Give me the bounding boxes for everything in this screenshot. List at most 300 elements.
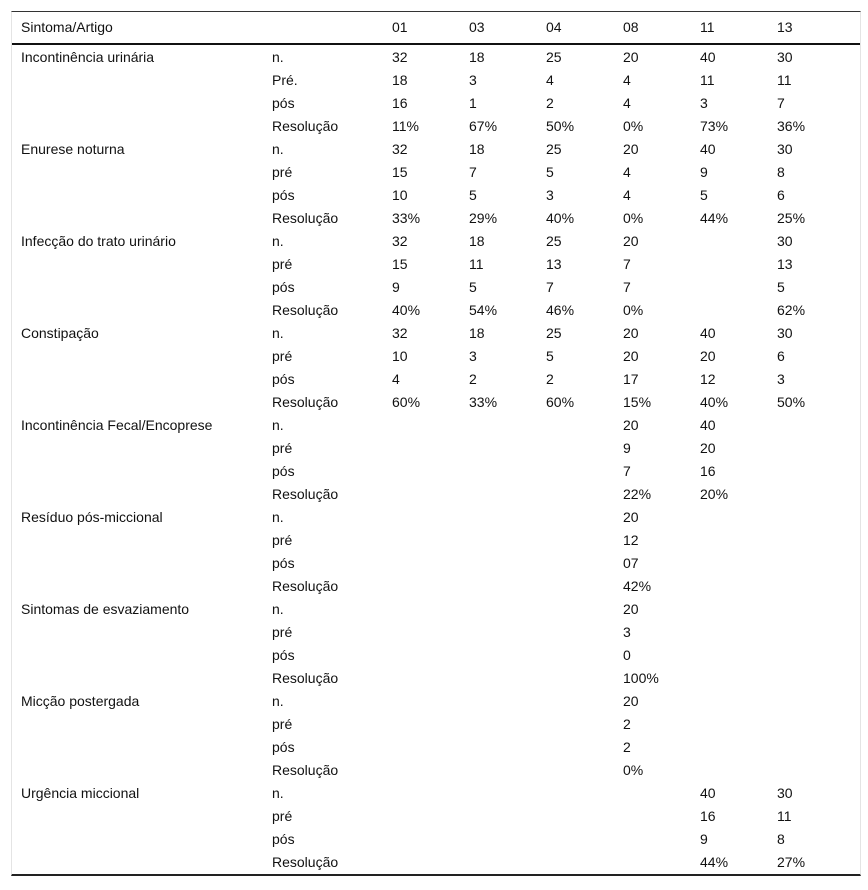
table-row: [12, 161, 860, 184]
table-row: [12, 460, 860, 483]
value-cell: [469, 437, 546, 460]
value-cell: [700, 506, 777, 529]
measure-label: Resolução: [272, 394, 339, 410]
value-cell: 40%: [700, 394, 729, 410]
symptom-label: Enurese noturna: [21, 141, 125, 157]
measure-label: pré: [272, 808, 293, 824]
value-cell: 0%: [623, 118, 644, 134]
value-cell: [700, 736, 777, 759]
value-cell: 25: [546, 49, 562, 65]
value-cell: 0: [623, 647, 631, 663]
table-row: [12, 759, 860, 782]
table-row: [12, 44, 860, 69]
value-cell: 22%: [623, 486, 652, 502]
value-cell: 7: [623, 279, 631, 295]
table-row: [12, 828, 860, 851]
value-cell: 17: [623, 371, 639, 387]
value-cell: [392, 736, 469, 759]
value-cell: [392, 621, 469, 644]
value-cell: [392, 598, 469, 621]
empty-cell: [12, 92, 272, 115]
empty-cell: [12, 345, 272, 368]
value-cell: 29%: [469, 210, 498, 226]
empty-cell: [12, 253, 272, 276]
value-cell: 11%: [392, 118, 419, 134]
symptom-label: Incontinência urinária: [21, 49, 155, 65]
value-cell: [700, 276, 777, 299]
measure-label: n.: [272, 49, 284, 65]
value-cell: [623, 851, 700, 874]
empty-cell: [12, 552, 272, 575]
value-cell: [392, 782, 469, 805]
measure-label: Resolução: [272, 578, 339, 594]
empty-cell: [12, 483, 272, 506]
table-row: [12, 368, 860, 391]
value-cell: 30: [777, 141, 793, 157]
value-cell: 20: [623, 509, 639, 525]
table-row: [12, 506, 860, 529]
value-cell: 40: [700, 325, 716, 341]
measure-label: pós: [272, 647, 295, 663]
value-cell: 9: [623, 440, 631, 456]
value-cell: 67%: [469, 118, 498, 134]
value-cell: 20%: [700, 486, 729, 502]
value-cell: 50%: [546, 118, 575, 134]
empty-cell: [12, 299, 272, 322]
value-cell: 2: [623, 716, 631, 732]
table-row: [12, 667, 860, 690]
value-cell: 5: [469, 279, 477, 295]
value-cell: 13: [777, 256, 793, 272]
measure-label: pré: [272, 348, 293, 364]
table-row: [12, 69, 860, 92]
value-cell: [469, 460, 546, 483]
value-cell: [469, 805, 546, 828]
value-cell: 40: [700, 141, 716, 157]
value-cell: 100%: [623, 670, 659, 686]
value-cell: [469, 598, 546, 621]
table-row: [12, 621, 860, 644]
value-cell: 9: [700, 831, 708, 847]
value-cell: [700, 230, 777, 253]
value-cell: 18: [392, 72, 408, 88]
value-cell: [546, 621, 623, 644]
value-cell: 7: [777, 95, 785, 111]
value-cell: 20: [623, 325, 639, 341]
empty-cell: [12, 184, 272, 207]
measure-label: n.: [272, 233, 284, 249]
value-cell: [777, 713, 860, 736]
value-cell: 12: [623, 532, 639, 548]
measure-label: Resolução: [272, 210, 339, 226]
value-cell: 18: [469, 233, 485, 249]
value-cell: 40: [700, 785, 716, 801]
value-cell: 1: [469, 95, 477, 111]
measure-label: n.: [272, 509, 284, 525]
value-cell: 20: [700, 348, 716, 364]
empty-cell: [12, 644, 272, 667]
value-cell: 40%: [392, 302, 421, 318]
value-cell: [392, 828, 469, 851]
value-cell: [469, 759, 546, 782]
value-cell: 33%: [392, 210, 421, 226]
value-cell: [469, 506, 546, 529]
value-cell: 8: [777, 164, 785, 180]
value-cell: [700, 713, 777, 736]
value-cell: 7: [623, 256, 631, 272]
value-cell: [546, 713, 623, 736]
value-cell: 20: [623, 141, 639, 157]
value-cell: [546, 690, 623, 713]
value-cell: [392, 460, 469, 483]
value-cell: [546, 506, 623, 529]
value-cell: 32: [392, 141, 408, 157]
value-cell: 0%: [623, 302, 644, 318]
value-cell: [777, 460, 860, 483]
value-cell: [546, 529, 623, 552]
measure-label: pré: [272, 716, 293, 732]
value-cell: [777, 667, 860, 690]
value-cell: 32: [392, 49, 408, 65]
value-cell: [392, 759, 469, 782]
value-cell: [546, 667, 623, 690]
value-cell: [469, 529, 546, 552]
table-body: [12, 44, 860, 874]
header-article-01: 01: [392, 12, 469, 44]
header-article-04: 04: [546, 12, 623, 44]
value-cell: [469, 483, 546, 506]
value-cell: 5: [469, 187, 477, 203]
value-cell: 27%: [777, 854, 806, 870]
table-row: [12, 92, 860, 115]
value-cell: 20: [623, 348, 639, 364]
measure-label: Resolução: [272, 670, 339, 686]
measure-label: Resolução: [272, 118, 339, 134]
value-cell: 44%: [700, 210, 729, 226]
value-cell: [392, 414, 469, 437]
empty-cell: [12, 828, 272, 851]
empty-cell: [12, 759, 272, 782]
measure-label: pré: [272, 164, 293, 180]
value-cell: [777, 506, 860, 529]
results-table: [12, 12, 860, 874]
symptom-label: Urgência miccional: [21, 785, 140, 801]
header-article-13: 13: [777, 12, 860, 44]
value-cell: [469, 667, 546, 690]
value-cell: [392, 667, 469, 690]
measure-label: n.: [272, 325, 284, 341]
value-cell: [469, 828, 546, 851]
value-cell: 3: [777, 371, 785, 387]
value-cell: 7: [546, 279, 554, 295]
value-cell: [469, 713, 546, 736]
measure-label: pré: [272, 624, 293, 640]
value-cell: 32: [392, 233, 408, 249]
value-cell: 36%: [777, 118, 806, 134]
value-cell: [700, 529, 777, 552]
empty-cell: [12, 368, 272, 391]
value-cell: 3: [700, 95, 708, 111]
table-row: [12, 230, 860, 253]
value-cell: 12: [700, 371, 716, 387]
table-row: [12, 322, 860, 345]
value-cell: [392, 644, 469, 667]
table-row: [12, 644, 860, 667]
value-cell: 5: [700, 187, 708, 203]
measure-label: pós: [272, 371, 295, 387]
value-cell: [777, 575, 860, 598]
value-cell: 3: [546, 187, 554, 203]
header-symptom-article: Sintoma/Artigo: [12, 12, 272, 44]
measure-label: n.: [272, 141, 284, 157]
value-cell: [546, 644, 623, 667]
value-cell: [777, 483, 860, 506]
table-row: [12, 437, 860, 460]
value-cell: [546, 575, 623, 598]
value-cell: 18: [469, 325, 485, 341]
value-cell: [546, 828, 623, 851]
measure-label: pós: [272, 555, 295, 571]
empty-cell: [12, 575, 272, 598]
value-cell: 9: [392, 279, 400, 295]
value-cell: 11: [469, 256, 484, 272]
empty-cell: [12, 460, 272, 483]
value-cell: [700, 575, 777, 598]
empty-cell: [12, 736, 272, 759]
value-cell: [546, 736, 623, 759]
value-cell: 4: [623, 164, 631, 180]
value-cell: [546, 805, 623, 828]
value-cell: 25: [546, 325, 562, 341]
value-cell: 25: [546, 141, 562, 157]
value-cell: [700, 253, 777, 276]
value-cell: [392, 437, 469, 460]
value-cell: 5: [546, 164, 554, 180]
measure-label: Resolução: [272, 854, 339, 870]
measure-label: pós: [272, 739, 295, 755]
value-cell: 5: [546, 348, 554, 364]
value-cell: 54%: [469, 302, 498, 318]
value-cell: 6: [777, 348, 785, 364]
value-cell: [469, 575, 546, 598]
value-cell: [392, 713, 469, 736]
measure-label: pré: [272, 532, 293, 548]
value-cell: [469, 414, 546, 437]
value-cell: [700, 644, 777, 667]
empty-cell: [12, 276, 272, 299]
value-cell: 7: [469, 164, 477, 180]
value-cell: 18: [469, 49, 485, 65]
header-article-11: 11: [700, 12, 777, 44]
value-cell: [777, 414, 860, 437]
value-cell: 2: [546, 95, 554, 111]
value-cell: 20: [623, 601, 639, 617]
results-table-container: [11, 11, 861, 876]
value-cell: [469, 736, 546, 759]
value-cell: 18: [469, 141, 485, 157]
value-cell: [546, 782, 623, 805]
header-article-03: 03: [469, 12, 546, 44]
measure-label: Pré.: [272, 72, 298, 88]
value-cell: 2: [546, 371, 554, 387]
table-row: [12, 276, 860, 299]
symptom-label: Resíduo pós-miccional: [21, 509, 163, 525]
value-cell: 5: [777, 279, 785, 295]
symptom-label: Micção postergada: [21, 693, 140, 709]
header-row: [12, 12, 860, 44]
measure-label: pré: [272, 440, 293, 456]
value-cell: 10: [392, 187, 408, 203]
table-row: [12, 782, 860, 805]
empty-cell: [12, 713, 272, 736]
measure-label: pós: [272, 831, 295, 847]
value-cell: 30: [777, 325, 793, 341]
empty-cell: [12, 115, 272, 138]
value-cell: 11: [777, 808, 792, 824]
value-cell: 4: [392, 371, 400, 387]
value-cell: [392, 805, 469, 828]
value-cell: 4: [623, 95, 631, 111]
value-cell: 50%: [777, 394, 806, 410]
measure-label: Resolução: [272, 486, 339, 502]
value-cell: [546, 552, 623, 575]
value-cell: [700, 552, 777, 575]
value-cell: 30: [777, 785, 793, 801]
table-row: [12, 736, 860, 759]
measure-label: n.: [272, 601, 284, 617]
empty-cell: [12, 161, 272, 184]
value-cell: [623, 805, 700, 828]
value-cell: [392, 575, 469, 598]
value-cell: 4: [623, 187, 631, 203]
empty-cell: [12, 207, 272, 230]
value-cell: [546, 460, 623, 483]
empty-cell: [12, 529, 272, 552]
value-cell: 20: [623, 417, 639, 433]
table-row: [12, 345, 860, 368]
table-row: [12, 690, 860, 713]
empty-cell: [12, 621, 272, 644]
value-cell: 33%: [469, 394, 498, 410]
table-row: [12, 414, 860, 437]
value-cell: [546, 759, 623, 782]
value-cell: 7: [623, 463, 631, 479]
value-cell: [392, 552, 469, 575]
measure-label: pós: [272, 463, 295, 479]
value-cell: 60%: [546, 394, 575, 410]
empty-cell: [12, 437, 272, 460]
table-row: [12, 138, 860, 161]
value-cell: [700, 299, 777, 322]
table-row: [12, 529, 860, 552]
table-row: [12, 713, 860, 736]
value-cell: [777, 552, 860, 575]
value-cell: [623, 828, 700, 851]
header-article-08: 08: [623, 12, 700, 44]
value-cell: 16: [700, 463, 716, 479]
table-row: [12, 483, 860, 506]
table-row: [12, 598, 860, 621]
empty-cell: [12, 391, 272, 414]
value-cell: 16: [700, 808, 716, 824]
value-cell: [392, 483, 469, 506]
value-cell: 20: [623, 693, 639, 709]
value-cell: [777, 529, 860, 552]
value-cell: 3: [623, 624, 631, 640]
value-cell: 11: [777, 72, 792, 88]
value-cell: [700, 621, 777, 644]
table-row: [12, 391, 860, 414]
value-cell: 0%: [623, 762, 644, 778]
value-cell: 4: [623, 72, 631, 88]
value-cell: 44%: [700, 854, 729, 870]
value-cell: 11: [700, 72, 715, 88]
value-cell: 15: [392, 164, 408, 180]
measure-label: n.: [272, 785, 284, 801]
value-cell: 40%: [546, 210, 575, 226]
value-cell: [700, 690, 777, 713]
value-cell: [777, 598, 860, 621]
value-cell: [777, 644, 860, 667]
value-cell: 73%: [700, 118, 729, 134]
value-cell: [392, 690, 469, 713]
value-cell: 25%: [777, 210, 806, 226]
table-row: [12, 805, 860, 828]
value-cell: [700, 598, 777, 621]
value-cell: 40: [700, 417, 716, 433]
measure-label: n.: [272, 417, 284, 433]
table-header: [12, 12, 860, 44]
value-cell: 4: [546, 72, 554, 88]
symptom-label: Constipação: [21, 325, 99, 341]
value-cell: [469, 851, 546, 874]
value-cell: [546, 483, 623, 506]
value-cell: 42%: [623, 578, 652, 594]
value-cell: 46%: [546, 302, 575, 318]
value-cell: [777, 621, 860, 644]
table-row: [12, 851, 860, 874]
measure-label: pós: [272, 279, 295, 295]
value-cell: 16: [392, 95, 408, 111]
table-row: [12, 115, 860, 138]
value-cell: 3: [469, 72, 477, 88]
table-row: [12, 253, 860, 276]
value-cell: [546, 414, 623, 437]
value-cell: 15%: [623, 394, 652, 410]
value-cell: [777, 437, 860, 460]
value-cell: 25: [546, 233, 562, 249]
value-cell: 10: [392, 348, 408, 364]
measure-label: pré: [272, 256, 293, 272]
measure-label: pós: [272, 187, 295, 203]
value-cell: 30: [777, 49, 793, 65]
value-cell: [777, 690, 860, 713]
value-cell: 2: [623, 739, 631, 755]
value-cell: [546, 851, 623, 874]
symptom-label: Sintomas de esvaziamento: [21, 601, 190, 617]
table-row: [12, 207, 860, 230]
empty-cell: [12, 851, 272, 874]
value-cell: [469, 690, 546, 713]
table-row: [12, 552, 860, 575]
symptom-label: Incontinência Fecal/Encoprese: [21, 417, 213, 433]
value-cell: 20: [623, 49, 639, 65]
value-cell: 15: [392, 256, 408, 272]
value-cell: [469, 782, 546, 805]
value-cell: 62%: [777, 302, 806, 318]
value-cell: [546, 437, 623, 460]
value-cell: [700, 667, 777, 690]
